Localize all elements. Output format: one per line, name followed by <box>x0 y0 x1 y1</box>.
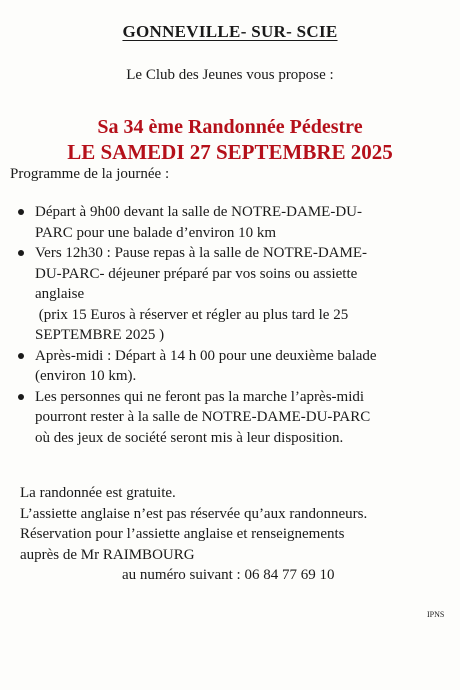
ipns-mark: IPNS <box>427 610 445 619</box>
bullet-icon <box>18 209 24 215</box>
bullet-icon <box>18 250 24 256</box>
list-item <box>18 202 454 243</box>
item-line: (prix 15 Euros à réserver et régler au plus tard le 25 <box>35 306 349 323</box>
reservation-text: Réservation pour l’assiette anglaise et renseignements <box>20 526 345 542</box>
item-line: Vers 12h30 : Pause repas à la salle de NOTRE-DAME- <box>35 245 367 261</box>
bullet-icon <box>18 394 24 400</box>
phone-number: au numéro suivant : 06 84 77 69 10 <box>122 567 335 583</box>
list-item <box>18 243 454 346</box>
programme-list <box>18 202 454 448</box>
event-title: Sa 34 ème Randonnée Pédestre <box>97 116 363 138</box>
item-line: PARC pour une balade d’environ 10 km <box>35 224 277 241</box>
item-line: Les personnes qui ne feront pas la marche l’après-midi <box>35 388 365 405</box>
item-line: (environ 10 km). <box>35 368 137 384</box>
item-line: Départ à 9h00 devant la salle de NOTRE-DAME-DU- <box>35 204 362 220</box>
event-date: LE SAMEDI 27 SEPTEMBRE 2025 <box>67 140 393 164</box>
list-item <box>18 387 454 449</box>
item-line: anglaise <box>35 286 85 302</box>
free-notice: La randonnée est gratuite. <box>20 485 176 501</box>
item-line: SEPTEMBRE 2025 ) <box>35 327 165 343</box>
town-heading: GONNEVILLE- SUR- SCIE <box>122 22 338 41</box>
list-item <box>18 346 454 387</box>
bullet-icon <box>18 353 24 359</box>
contact-name: auprès de Mr RAIMBOURG <box>20 546 195 563</box>
assiette-notice: L’assiette anglaise n’est pas réservée qu’aux randonneurs. <box>20 505 368 522</box>
item-line: où des jeux de société seront mis à leur disposition. <box>35 429 344 446</box>
footer-info <box>20 483 450 586</box>
programme-heading: Programme de la journée : <box>10 166 170 182</box>
item-line: pourront rester à la salle de NOTRE-DAME-DU-PARC <box>35 409 371 425</box>
intro-text: Le Club des Jeunes vous propose : <box>126 67 334 83</box>
item-line: Après-midi : Départ à 14 h 00 pour une deuxième balade <box>35 347 377 364</box>
item-line: DU-PARC- déjeuner préparé par vos soins ou assiette <box>35 265 358 282</box>
